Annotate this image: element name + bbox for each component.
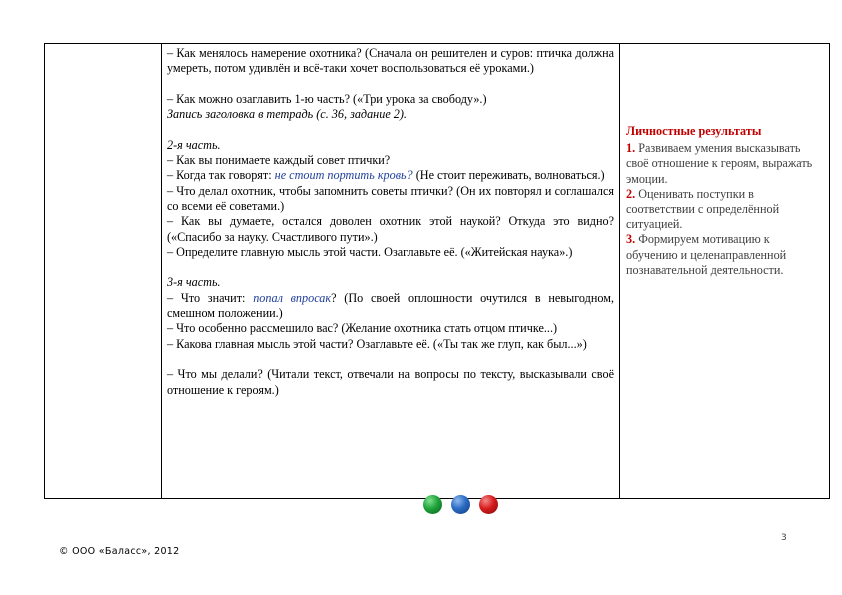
outcome-item: 2. Оценивать поступки в соответствии с определённой ситуацией. [626, 186, 780, 232]
paragraph: – Что значит: попал впросак? (По своей оплошности очутился в невыгодном, смешном положении.) [167, 290, 614, 321]
paragraph: – Какова главная мысль этой части? Озаглавьте её. («Ты так же глуп, как был...») [167, 336, 587, 351]
section-heading: 2-я часть. [167, 137, 221, 152]
paragraph: – Определите главную мысль этой части. Озаглавьте её. («Житейская наука».) [167, 244, 573, 259]
paragraph: – Что особенно рассмешило вас? (Желание охотника стать отцом птичке...) [167, 321, 558, 336]
paragraph: – Что мы делали? (Читали текст, отвечали на вопросы по тексту, высказывали своё отношение к героям.) [167, 367, 614, 397]
outcomes-column [620, 44, 829, 498]
green-dot[interactable] [423, 495, 442, 514]
paragraph: – Как вы понимаете каждый совет птички? [167, 153, 391, 168]
outcomes-title: Личностные результаты [626, 124, 762, 138]
paragraph: – Как менялось намерение охотника? (Сначала он решителен и суров: птичка должна умереть, потом удивлён и всё-таки хочет воспользоваться её уроками.) [167, 46, 614, 76]
idiom-term: не стоит портить кровь? [274, 168, 413, 183]
paragraph: – Что делал охотник, чтобы запомнить советы птички? (Он их повторял и соглашался со всеми её советами.) [167, 183, 614, 213]
paragraph: – Как можно озаглавить 1-ю часть? («Три урока за свободу».) [167, 91, 487, 106]
outcome-item: 3. Формируем мотивацию к обучению и целенаправленной познавательной деятельности. [626, 232, 787, 277]
blue-dot[interactable] [451, 495, 470, 514]
copyright-footer: © ООО «Баласс», 2012 [59, 546, 180, 557]
red-dot[interactable] [479, 495, 498, 514]
page-number: 3 [781, 533, 787, 543]
paragraph: – Когда так говорят: не стоит портить кровь? (Не стоит переживать, волноваться.) [167, 168, 605, 183]
assignment-note: Запись заголовка в тетрадь (с. 36, задание 2). [167, 107, 407, 122]
paragraph: – Как вы думаете, остался доволен охотник этой наукой? Откуда это видно? («Спасибо за науку. Счастливого пути».) [167, 214, 614, 244]
lesson-content [162, 44, 620, 498]
navigation-dots [423, 495, 498, 514]
idiom-term: попал впросак [253, 290, 332, 305]
section-heading: 3-я часть. [167, 275, 221, 290]
left-column [45, 44, 162, 498]
lesson-table [44, 43, 830, 499]
outcome-item: 1. Развиваем умения высказывать своё отношение к героям, выражать эмоции. [626, 141, 813, 186]
